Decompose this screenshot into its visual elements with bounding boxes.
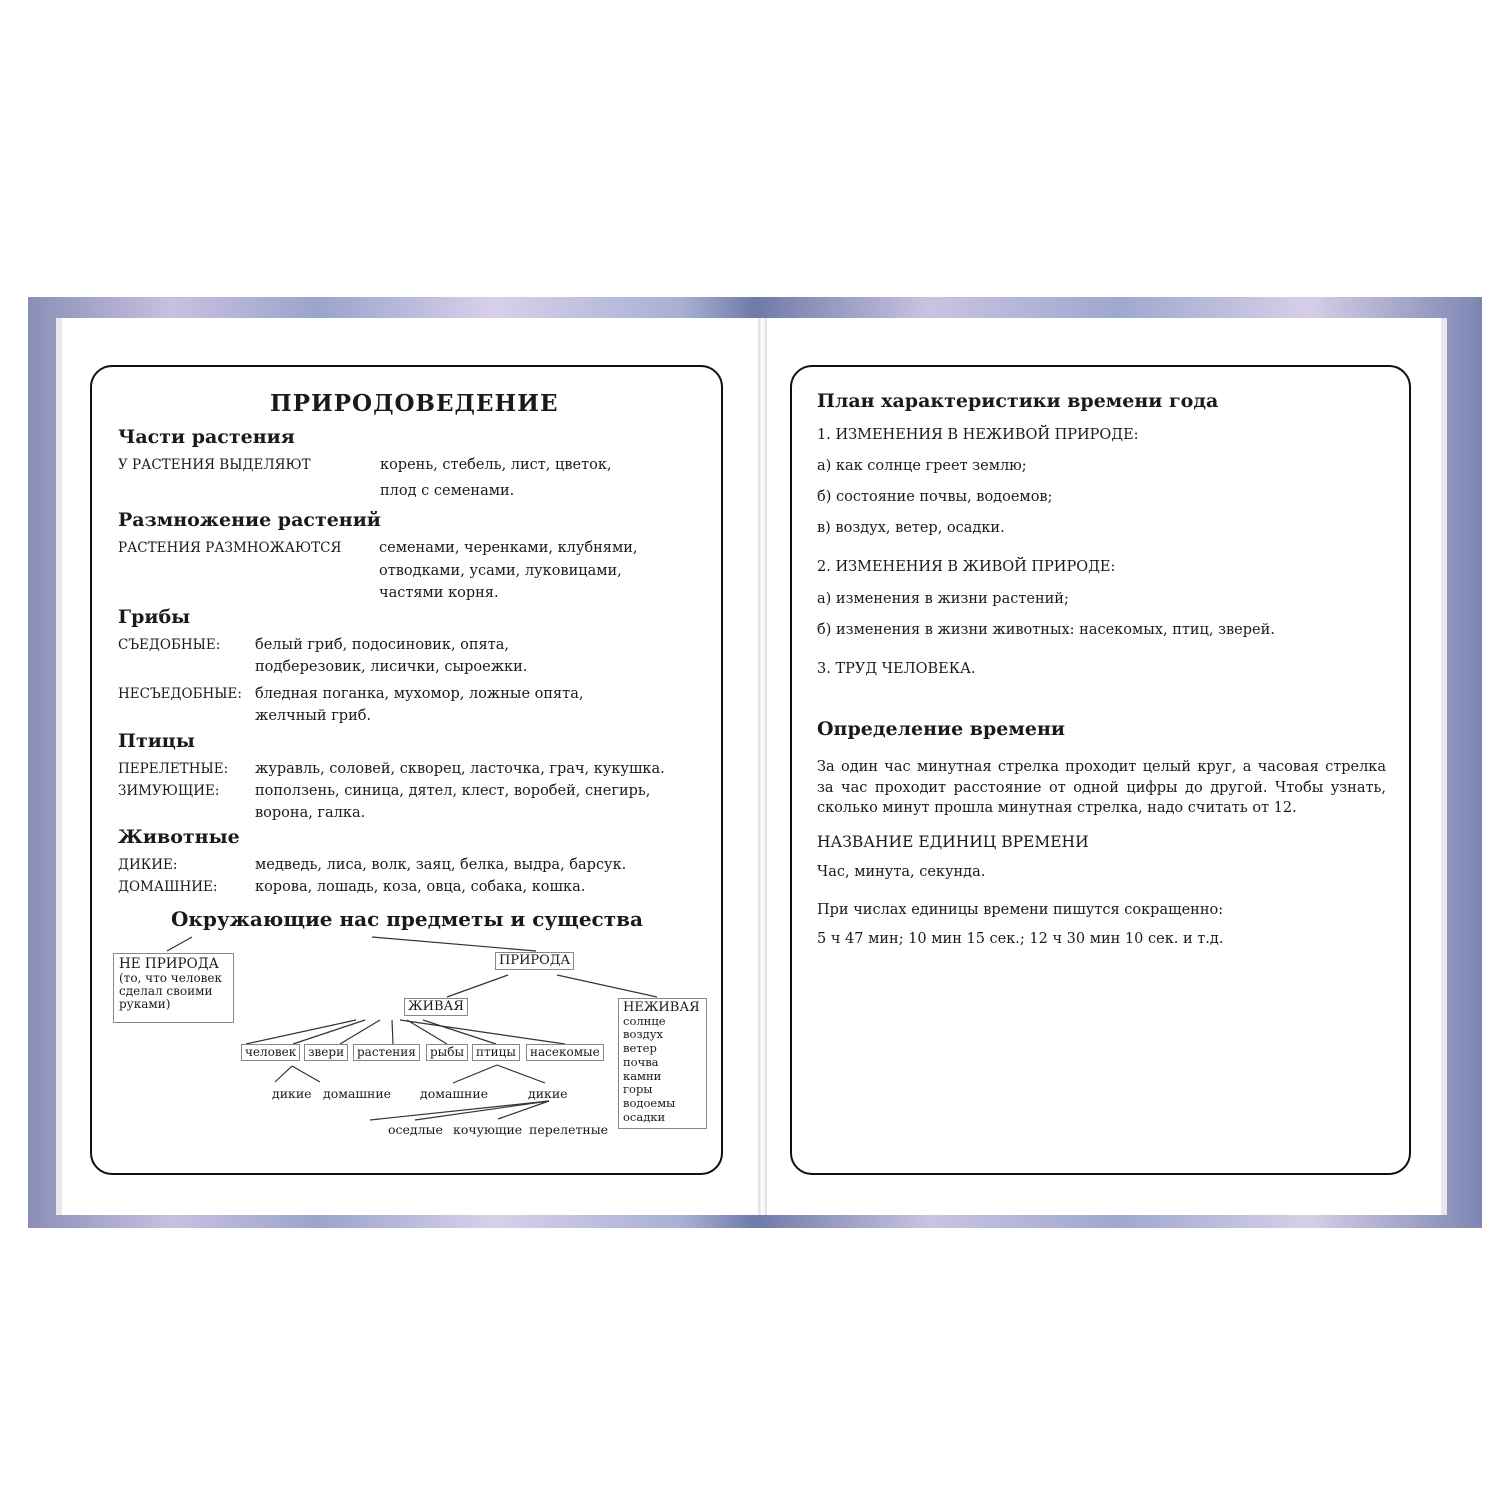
living-item: растения — [353, 1044, 420, 1061]
not-nature-note: руками) — [119, 997, 171, 1012]
row-value: плод с семенами. — [380, 483, 515, 499]
plan-item: 1. ИЗМЕНЕНИЯ В НЕЖИВОЙ ПРИРОДЕ: — [817, 427, 1139, 443]
nonliving-item: ветер — [623, 1041, 657, 1056]
nonliving-item: почва — [623, 1054, 659, 1069]
row-label: СЪЕДОБНЫЕ: — [118, 637, 221, 653]
row-value: медведь, лиса, волк, заяц, белка, выдра, барсук. — [255, 857, 627, 873]
row-label: РАСТЕНИЯ РАЗМНОЖАЮТСЯ — [118, 540, 342, 556]
diagram-title: Окружающие нас предметы и существа — [171, 907, 643, 931]
plan-item: б) изменения в жизни животных: насекомых, птиц, зверей. — [817, 622, 1275, 638]
nonliving-item: осадки — [623, 1109, 666, 1124]
not-nature-note: (то, что человек — [119, 970, 223, 985]
row-value: журавль, соловей, скворец, ласточка, грач, кукушка. — [255, 761, 665, 777]
row-value: ворона, галка. — [255, 805, 366, 821]
wild-birds-sub: перелетные — [529, 1122, 609, 1137]
row-value: корова, лошадь, коза, овца, собака, кошка. — [255, 879, 586, 895]
row-value: отводками, усами, луковицами, — [379, 563, 622, 579]
nonliving-item: солнце — [623, 1013, 666, 1028]
not-nature-note: сделал своими — [119, 984, 213, 999]
living-item: рыбы — [426, 1044, 468, 1061]
wild-birds-sub: оседлые — [388, 1122, 443, 1137]
not-nature-box — [113, 953, 234, 1023]
wild-birds-sub: кочующие — [453, 1122, 523, 1137]
units-text: Час, минута, секунда. — [817, 864, 986, 880]
abbrev-note: При числах единицы времени пишутся сокращенно: — [817, 902, 1224, 918]
section-heading: Грибы — [118, 606, 191, 628]
row-value: желчный гриб. — [255, 708, 372, 724]
living-item: насекомые — [526, 1044, 604, 1061]
section-heading: Птицы — [118, 730, 195, 752]
not-nature-label: НЕ ПРИРОДА — [119, 956, 219, 972]
nonliving-item: воздух — [623, 1027, 664, 1042]
time-heading: Определение времени — [817, 718, 1065, 740]
units-heading: НАЗВАНИЕ ЕДИНИЦ ВРЕМЕНИ — [817, 833, 1089, 851]
plan-item: 3. ТРУД ЧЕЛОВЕКА. — [817, 661, 976, 677]
row-value: бледная поганка, мухомор, ложные опята, — [255, 686, 584, 702]
row-value: поползень, синица, дятел, клест, воробей, снегирь, — [255, 783, 651, 799]
nature-box: ПРИРОДА — [495, 952, 574, 970]
section-heading: Размножение растений — [118, 509, 381, 531]
row-value: белый гриб, подосиновик, опята, — [255, 637, 509, 653]
row-label: НЕСЪЕДОБНЫЕ: — [118, 686, 242, 702]
living-item: птицы — [472, 1044, 520, 1061]
row-label: ПЕРЕЛЕТНЫЕ: — [118, 761, 229, 777]
row-label: ДОМАШНИЕ: — [118, 879, 218, 895]
nonliving-label: НЕЖИВАЯ — [623, 1000, 700, 1015]
plan-item: а) как солнце греет землю; — [817, 458, 1027, 474]
row-label: У РАСТЕНИЯ ВЫДЕЛЯЮТ — [118, 457, 311, 473]
row-value: семенами, черенками, клубнями, — [379, 540, 638, 556]
living-item: звери — [304, 1044, 348, 1061]
living-item: человек — [241, 1044, 300, 1061]
row-value: корень, стебель, лист, цветок, — [380, 457, 612, 473]
abbrev-example: 5 ч 47 мин; 10 мин 15 сек.; 12 ч 30 мин 10 сек. и т.д. — [817, 931, 1224, 947]
plan-item: а) изменения в жизни растений; — [817, 591, 1069, 607]
plan-title: План характеристики времени года — [817, 390, 1219, 412]
nonliving-item: горы — [623, 1082, 653, 1097]
plan-item: б) состояние почвы, водоемов; — [817, 489, 1053, 505]
birds-sub: домашние — [420, 1086, 489, 1101]
row-value: подберезовик, лисички, сыроежки. — [255, 659, 528, 675]
nonliving-box — [618, 998, 707, 1129]
row-label: ДИКИЕ: — [118, 857, 178, 873]
beasts-sub: дикие — [272, 1086, 312, 1101]
nonliving-item: камни — [623, 1068, 662, 1083]
plan-item: 2. ИЗМЕНЕНИЯ В ЖИВОЙ ПРИРОДЕ: — [817, 559, 1116, 575]
plan-item: в) воздух, ветер, осадки. — [817, 520, 1005, 536]
living-box: ЖИВАЯ — [404, 998, 468, 1016]
page-title: ПРИРОДОВЕДЕНИЕ — [270, 390, 559, 417]
nonliving-item: водоемы — [623, 1095, 676, 1110]
row-label: ЗИМУЮЩИЕ: — [118, 783, 220, 799]
beasts-sub: домашние — [323, 1086, 392, 1101]
section-heading: Части растения — [118, 426, 295, 448]
birds-sub: дикие — [528, 1086, 568, 1101]
section-heading: Животные — [118, 826, 240, 848]
row-value: частями корня. — [379, 585, 499, 601]
time-paragraph: За один час минутная стрелка проходит целый круг, а часовая стрелка за час проходит расстояние от одной цифры до другой. Чтобы узнать, сколько минут прошла минутная стрелка, надо считать от 12. — [817, 759, 1386, 816]
